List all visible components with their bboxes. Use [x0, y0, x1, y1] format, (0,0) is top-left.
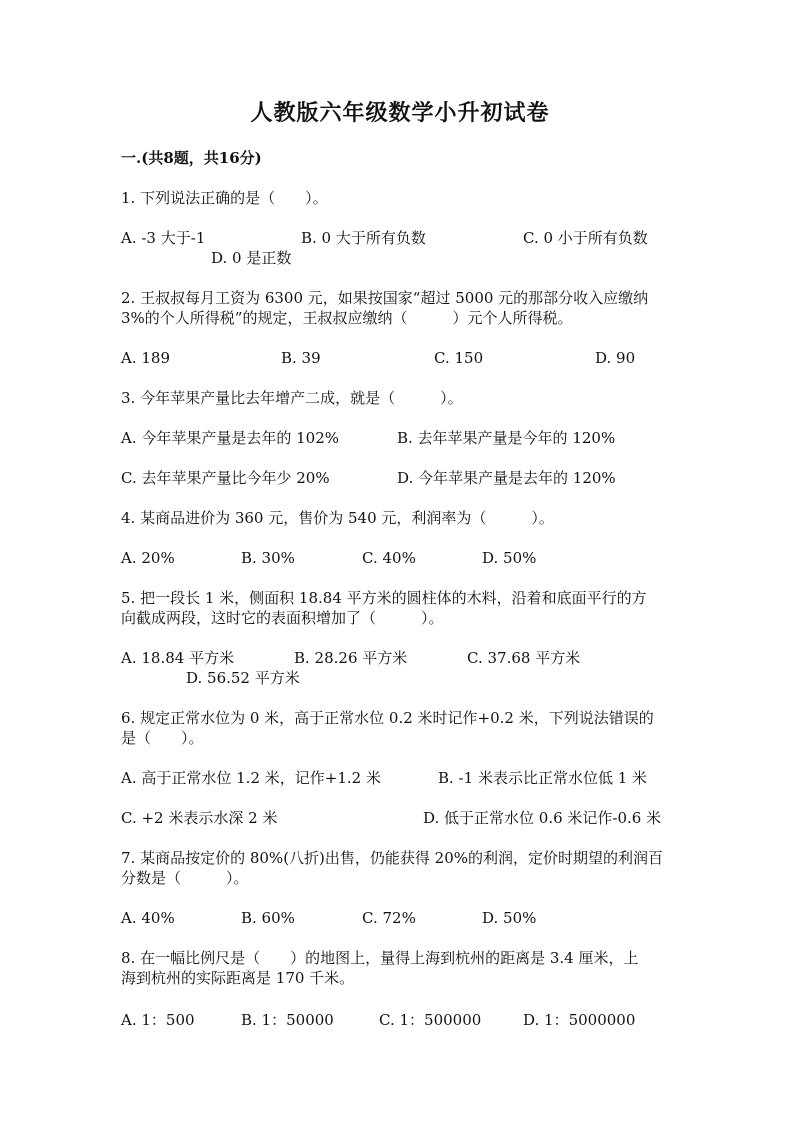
question-2-text-line-2: 3%的个人所得税”的规定，王叔叔应缴纳（ ）元个人所得税。	[121, 309, 573, 327]
question-7-option-a: A. 40%	[121, 909, 175, 927]
question-4-option-a: A. 20%	[121, 549, 175, 567]
question-3-option-b: B. 去年苹果产量是今年的 120%	[397, 429, 616, 447]
question-6-option-c: C. +2 米表示水深 2 米	[121, 809, 278, 827]
question-4-option-b: B. 30%	[241, 549, 295, 567]
question-5-option-c: C. 37.68 平方米	[467, 649, 581, 667]
question-6-text-line-2: 是（ ）。	[121, 729, 204, 747]
question-8-option-c: C. 1：500000	[379, 1011, 482, 1029]
question-2-option-b: B. 39	[281, 349, 321, 367]
page-title: 人教版六年级数学小升初试卷	[250, 100, 550, 126]
question-2-text-line-1: 2. 王叔叔每月工资为 6300 元，如果按国家“超过 5000 元的那部分收入应缴纳	[121, 289, 649, 307]
question-6-option-a: A. 高于正常水位 1.2 米，记作+1.2 米	[121, 769, 381, 787]
question-8-text-line-2: 海到杭州的实际距离是 170 千米。	[121, 969, 355, 987]
question-7-text-line-2: 分数是（ ）。	[121, 869, 249, 887]
question-1-option-c: C. 0 小于所有负数	[523, 229, 648, 247]
question-5-text-line-2: 向截成两段，这时它的表面积增加了（ ）。	[121, 609, 444, 627]
question-7-option-c: C. 72%	[362, 909, 416, 927]
question-8-text-line-1: 8. 在一幅比例尺是（ ）的地图上，量得上海到杭州的距离是 3.4 厘米，上	[121, 949, 639, 967]
question-2-option-a: A. 189	[121, 349, 170, 367]
question-4-option-c: C. 40%	[362, 549, 416, 567]
question-6-option-b: B. -1 米表示比正常水位低 1 米	[438, 769, 648, 787]
question-8-option-a: A. 1：500	[121, 1011, 195, 1029]
question-7-text-line-1: 7. 某商品按定价的 80%(八折)出售，仍能获得 20%的利润，定价时期望的利润百	[121, 849, 664, 867]
question-5-option-a: A. 18.84 平方米	[121, 649, 235, 667]
question-7-option-d: D. 50%	[482, 909, 537, 927]
question-6-option-d: D. 低于正常水位 0.6 米记作-0.6 米	[423, 809, 662, 827]
question-8-option-d: D. 1：5000000	[523, 1011, 636, 1029]
question-1-option-b: B. 0 大于所有负数	[301, 229, 426, 247]
question-5-text-line-1: 5. 把一段长 1 米，侧面积 18.84 平方米的圆柱体的木料，沿着和底面平行的方	[121, 589, 647, 607]
question-4-option-d: D. 50%	[482, 549, 537, 567]
question-3-option-a: A. 今年苹果产量是去年的 102%	[121, 429, 340, 447]
question-5-option-d: D. 56.52 平方米	[186, 669, 300, 687]
question-7-option-b: B. 60%	[241, 909, 295, 927]
question-1-option-a: A. -3 大于-1	[121, 229, 206, 247]
question-5-option-b: B. 28.26 平方米	[294, 649, 408, 667]
question-1-option-d: D. 0 是正数	[211, 249, 292, 267]
question-3-option-d: D. 今年苹果产量是去年的 120%	[397, 469, 616, 487]
question-6-text-line-1: 6. 规定正常水位为 0 米，高于正常水位 0.2 米时记作+0.2 米，下列说法错误的	[121, 709, 654, 727]
question-2-option-c: C. 150	[434, 349, 484, 367]
question-1-text: 1. 下列说法正确的是（ ）。	[121, 189, 328, 207]
section-heading: 一.(共8题，共16分)	[121, 149, 262, 167]
question-2-option-d: D. 90	[595, 349, 636, 367]
question-8-option-b: B. 1：50000	[241, 1011, 334, 1029]
question-3-text: 3. 今年苹果产量比去年增产二成，就是（ ）。	[121, 389, 463, 407]
question-3-option-c: C. 去年苹果产量比今年少 20%	[121, 469, 330, 487]
question-4-text: 4. 某商品进价为 360 元，售价为 540 元，利润率为（ ）。	[121, 509, 554, 527]
